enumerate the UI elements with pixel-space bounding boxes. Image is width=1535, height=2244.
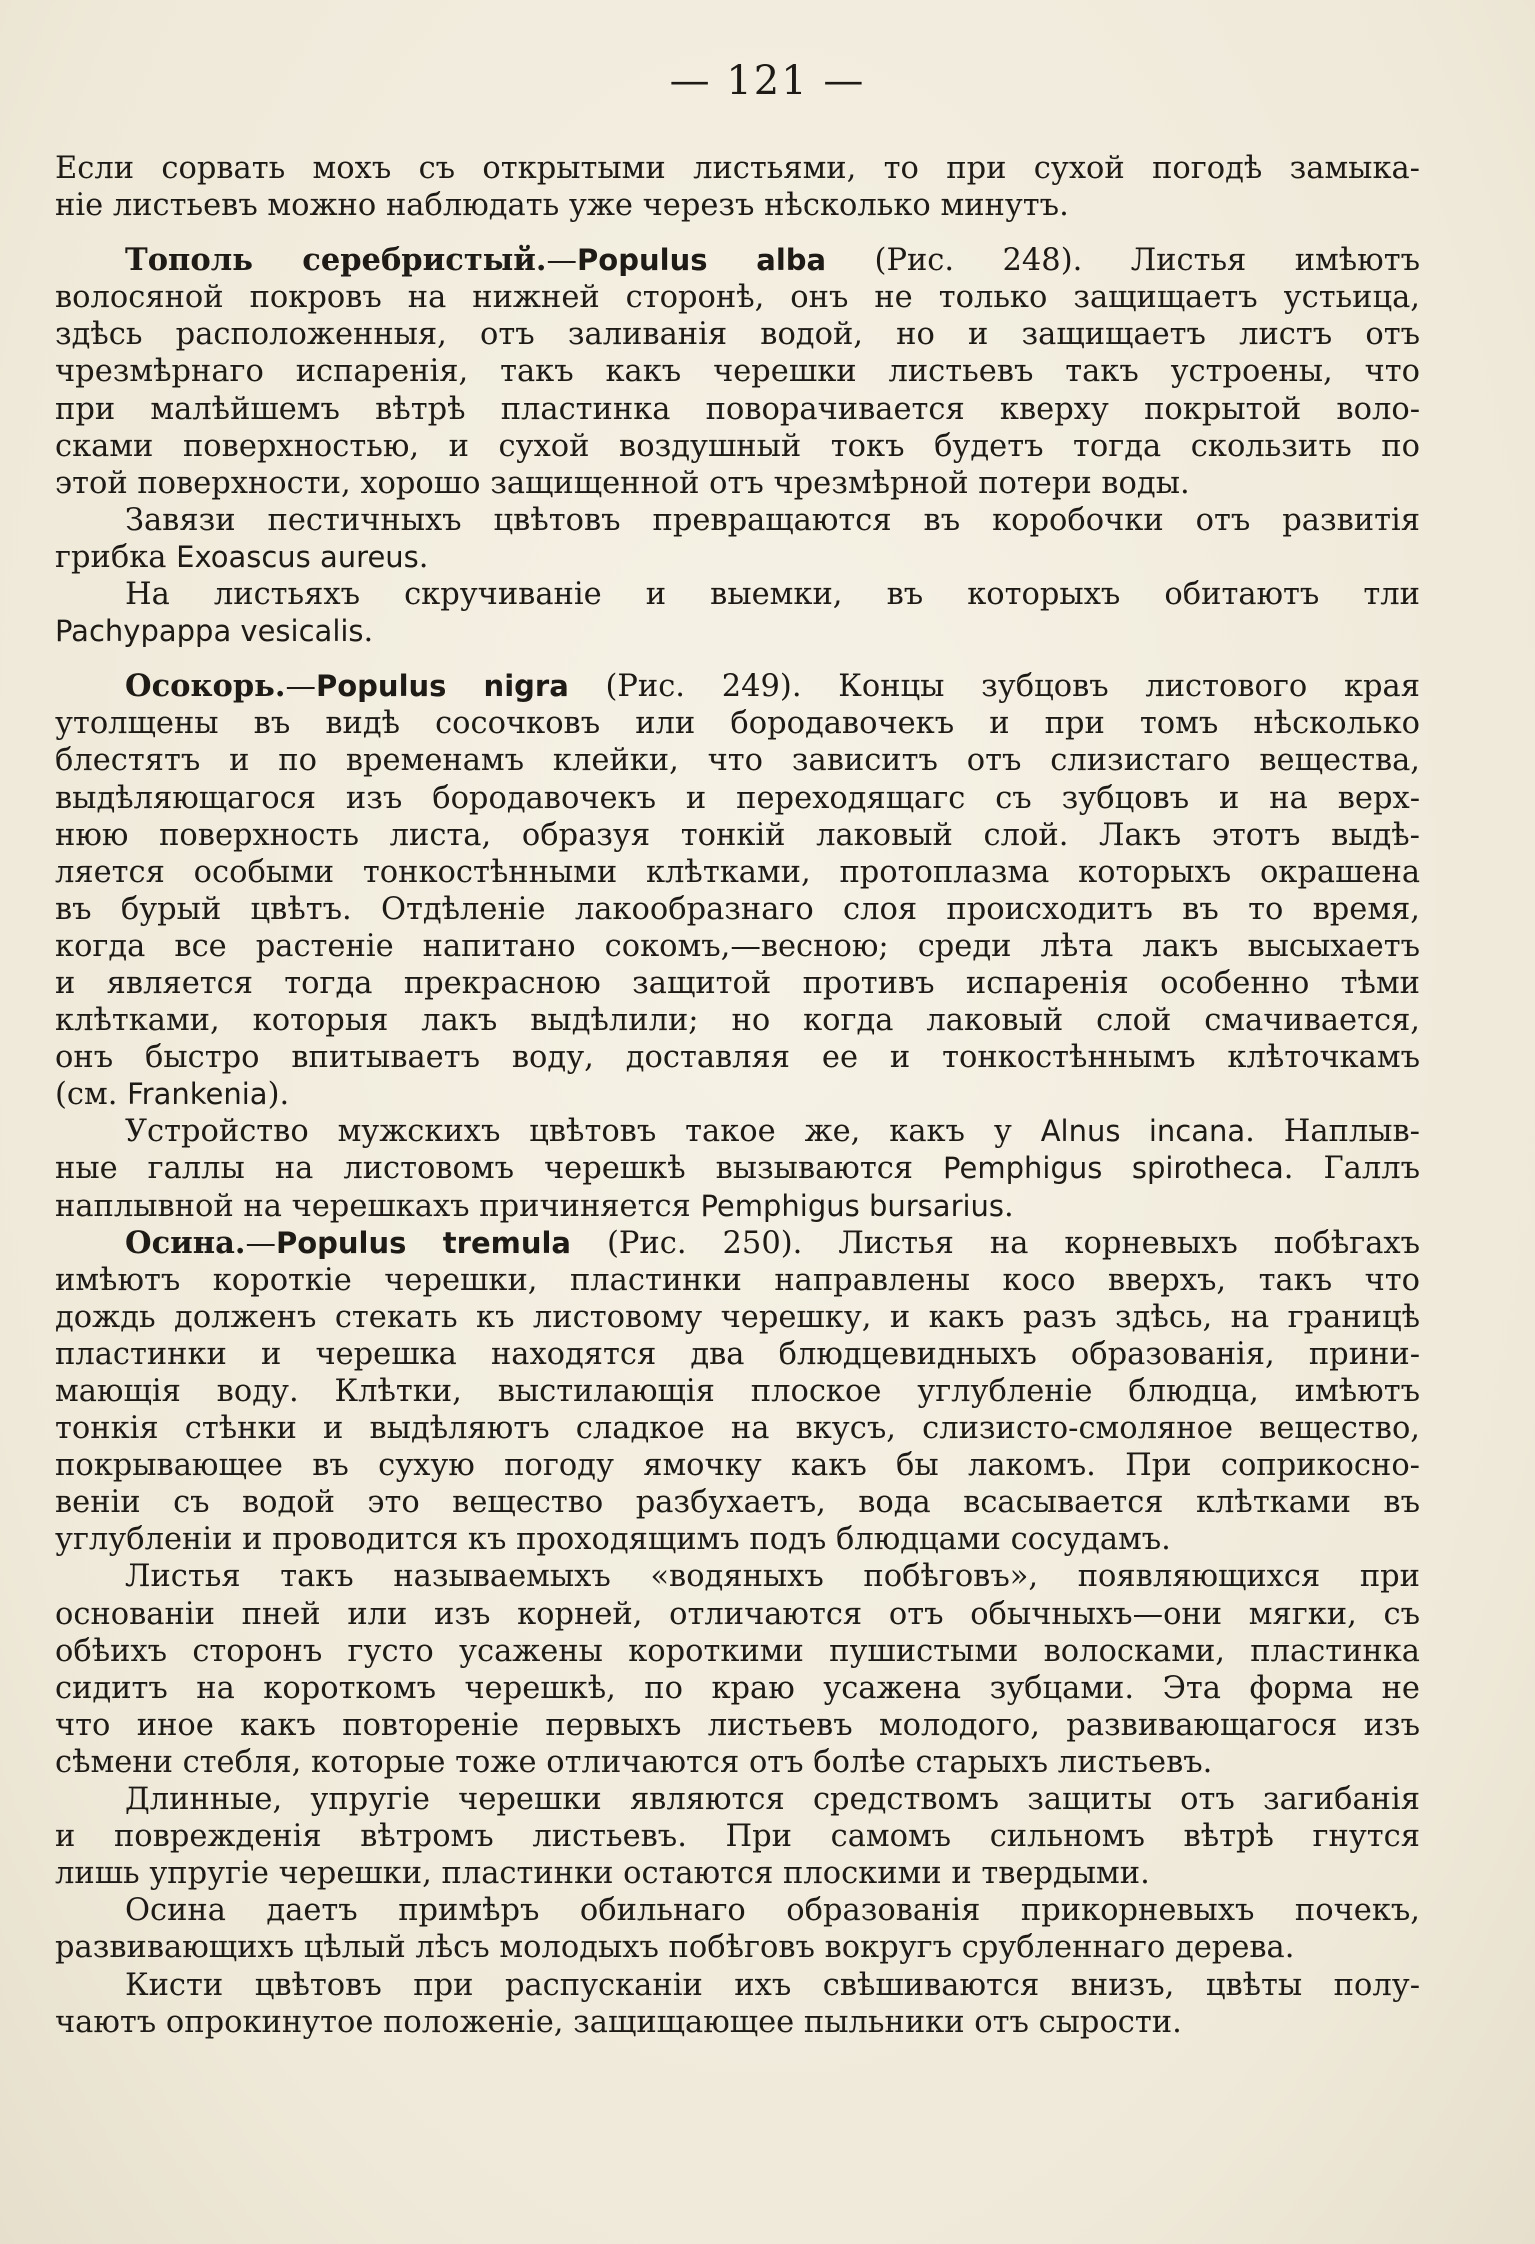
- text-run: .: [1004, 1188, 1014, 1224]
- text-line: волосяной покровъ на нижней сторонѣ, онъ не только защищаетъ устьица,: [55, 280, 1420, 316]
- text-run: Длинные, упругіе черешки являются средствомъ защиты отъ загибанія: [125, 1782, 1420, 1818]
- latin-name: Populus nigra: [316, 669, 569, 704]
- text-line: [55, 1150, 1420, 1187]
- text-line: [55, 1558, 1420, 1595]
- species-heading: Тополь серебристый.: [125, 242, 547, 279]
- body-text: [55, 150, 1420, 2041]
- text-line: веніи съ водой это вещество разбухаетъ, вода всасывается клѣтками въ: [55, 1485, 1420, 1521]
- text-line: имѣютъ короткіе черешки, пластинки направлены косо вверхъ, такъ что: [55, 1262, 1420, 1298]
- text-line: нюю поверхность листа, образуя тонкій лаковый слой. Лакъ этотъ выдѣ-: [55, 817, 1420, 853]
- page-number: — 121 —: [669, 58, 866, 104]
- text-line: лишь упругіе черешки, пластинки остаются плоскими и твердыми.: [55, 1856, 1150, 1892]
- text-line: когда все растеніе напитано сокомъ,—весною; среди лѣта лакъ высыхаетъ: [55, 928, 1420, 964]
- text-line: сками поверхностью, и сухой воздушный токъ будетъ тогда скользить по: [55, 428, 1420, 464]
- text-line: [55, 1892, 1420, 1929]
- latin-name: Populus alba: [577, 243, 827, 278]
- text-run: —: [285, 669, 316, 705]
- text-line: [55, 1225, 1420, 1262]
- latin-name: Pemphigus spirotheca: [943, 1151, 1284, 1186]
- text-line: [55, 613, 1420, 650]
- text-run: .: [363, 614, 374, 650]
- latin-name: Frankenia: [127, 1077, 268, 1112]
- text-line: углубленіи и проводится къ проходящимъ подъ блюдцами сосудамъ.: [55, 1522, 1171, 1558]
- text-run: . Галлъ: [1283, 1151, 1420, 1187]
- paragraph-gap: [55, 224, 1420, 242]
- text-run: Листья такъ называемыхъ «водяныхъ побѣговъ», появляющихся при: [125, 1559, 1420, 1595]
- text-line: сѣмени стебля, которые тоже отличаются отъ болѣе старыхъ листьевъ.: [55, 1744, 1213, 1780]
- text-run: (Рис. 249). Концы зубцовъ листового края: [568, 669, 1420, 705]
- species-heading: Осокорь.: [125, 668, 286, 705]
- latin-name: Pemphigus bursarius: [700, 1188, 1005, 1223]
- text-line: [55, 668, 1420, 705]
- text-line: основаніи пней или изъ корней, отличаются отъ обычныхъ—они мягки, съ: [55, 1596, 1420, 1632]
- text-line: и является тогда прекрасною защитой противъ испаренія особенно тѣми: [55, 965, 1420, 1001]
- text-line: выдѣляющагося изъ бородавочекъ и переходящагс съ зубцовъ и на верх-: [55, 780, 1420, 816]
- text-run: Завязи пестичныхъ цвѣтовъ превращаются въ коробочки отъ развитія: [125, 502, 1420, 538]
- latin-name: Pachypappa vesicalis: [55, 614, 364, 649]
- text-run: (см.: [55, 1077, 128, 1113]
- species-heading: Осина.: [125, 1224, 246, 1261]
- text-line: чрезмѣрнаго испаренія, такъ какъ черешки листьевъ такъ устроены, что: [55, 354, 1420, 390]
- text-line: пластинки и черешка находятся два блюдцевидныхъ образованія, прини-: [55, 1336, 1420, 1372]
- text-run: ).: [267, 1077, 290, 1113]
- text-line: клѣтками, которыя лакъ выдѣлили; но когда лаковый слой смачивается,: [55, 1003, 1420, 1039]
- text-run: На листьяхъ скручиваніе и выемки, въ которыхъ обитаютъ тли: [125, 577, 1420, 613]
- text-line: утолщены въ видѣ сосочковъ или бородавочекъ и при томъ нѣсколько: [55, 706, 1420, 742]
- text-line: [55, 1113, 1420, 1150]
- text-line: покрывающее въ сухую погоду ямочку какъ бы лакомъ. При соприкосно-: [55, 1448, 1420, 1484]
- text-line: [55, 1781, 1420, 1818]
- text-line: [55, 242, 1420, 279]
- text-line: тонкія стѣнки и выдѣляютъ сладкое на вкусъ, слизисто-смоляное вещество,: [55, 1411, 1420, 1447]
- text-line: въ бурый цвѣтъ. Отдѣленіе лакообразнаго слоя происходитъ въ то время,: [55, 891, 1420, 927]
- text-line: дождь долженъ стекать къ листовому черешку, и какъ разъ здѣсь, на границѣ: [55, 1299, 1420, 1335]
- text-line: [55, 1076, 1420, 1113]
- text-line: [55, 1967, 1420, 2004]
- text-line: чаютъ опрокинутое положеніе, защищающее пыльники отъ сырости.: [55, 2004, 1182, 2040]
- text-line: развивающихъ цѣлый лѣсъ молодыхъ побѣговъ вокругъ срубленнаго дерева.: [55, 1930, 1295, 1966]
- text-run: . Наплыв-: [1245, 1114, 1420, 1150]
- text-line: [55, 1188, 1420, 1225]
- text-run: Устройство мужскихъ цвѣтовъ такое же, какъ у: [125, 1114, 1041, 1150]
- text-line: Если сорвать мохъ съ открытыми листьями, то при сухой погодѣ замыка-: [55, 151, 1420, 186]
- text-line: и поврежденія вѣтромъ листьевъ. При самомъ сильномъ вѣтрѣ гнутся: [55, 1819, 1420, 1855]
- text-run: —: [245, 1225, 276, 1261]
- text-line: [55, 576, 1420, 613]
- latin-name: Populus tremula: [275, 1225, 571, 1260]
- text-run: Кисти цвѣтовъ при распусканіи ихъ свѣшиваются внизъ, цвѣты полу-: [125, 1967, 1420, 2003]
- text-line: онъ быстро впитываетъ воду, доставляя ее и тонкостѣннымъ клѣточкамъ: [55, 1040, 1420, 1076]
- text-run: —: [546, 243, 578, 279]
- text-run: наплывной на черешкахъ причиняется: [55, 1188, 701, 1224]
- text-line: [55, 539, 1420, 576]
- text-run: грибка: [55, 539, 177, 575]
- text-line: [55, 502, 1420, 539]
- text-line: сидитъ на короткомъ черешкѣ, по краю усажена зубцами. Эта форма не: [55, 1670, 1420, 1706]
- text-line: блестятъ и по временамъ клейки, что зависитъ отъ слизистаго вещества,: [55, 743, 1420, 779]
- text-line: ляется особыми тонкостѣнными клѣтками, протоплазма которыхъ окрашена: [55, 854, 1420, 890]
- text-line: обѣихъ сторонъ густо усажены короткими пушистыми волосками, пластинка: [55, 1633, 1420, 1669]
- text-run: .: [418, 539, 429, 575]
- text-line: что иное какъ повтореніе первыхъ листьевъ молодого, развивающагося изъ: [55, 1707, 1420, 1743]
- paragraph-gap: [55, 650, 1420, 668]
- text-run: ные галлы на листовомъ черешкѣ вызываются: [55, 1151, 944, 1187]
- text-run: Осина даетъ примѣръ обильнаго образованія прикорневыхъ почекъ,: [125, 1893, 1420, 1929]
- text-line: этой поверхности, хорошо защищенной отъ чрезмѣрной потери воды.: [55, 465, 1190, 501]
- text-line: здѣсь расположенныя, отъ заливанія водой, но и защищаетъ листъ отъ: [55, 317, 1420, 353]
- latin-name: Alnus incana: [1040, 1114, 1246, 1149]
- text-line: при малѣйшемъ вѣтрѣ пластинка поворачивается кверху покрытой воло-: [55, 391, 1420, 427]
- text-line: ніе листьевъ можно наблюдать уже черезъ нѣсколько минутъ.: [55, 188, 1069, 224]
- latin-name: Exoascus aureus: [176, 539, 419, 574]
- text-run: (Рис. 250). Листья на корневыхъ побѣгахъ: [571, 1225, 1420, 1261]
- text-run: (Рис. 248). Листья имѣютъ: [826, 243, 1420, 279]
- text-line: мающія воду. Клѣтки, выстилающія плоское углубленіе блюдца, имѣютъ: [55, 1374, 1420, 1409]
